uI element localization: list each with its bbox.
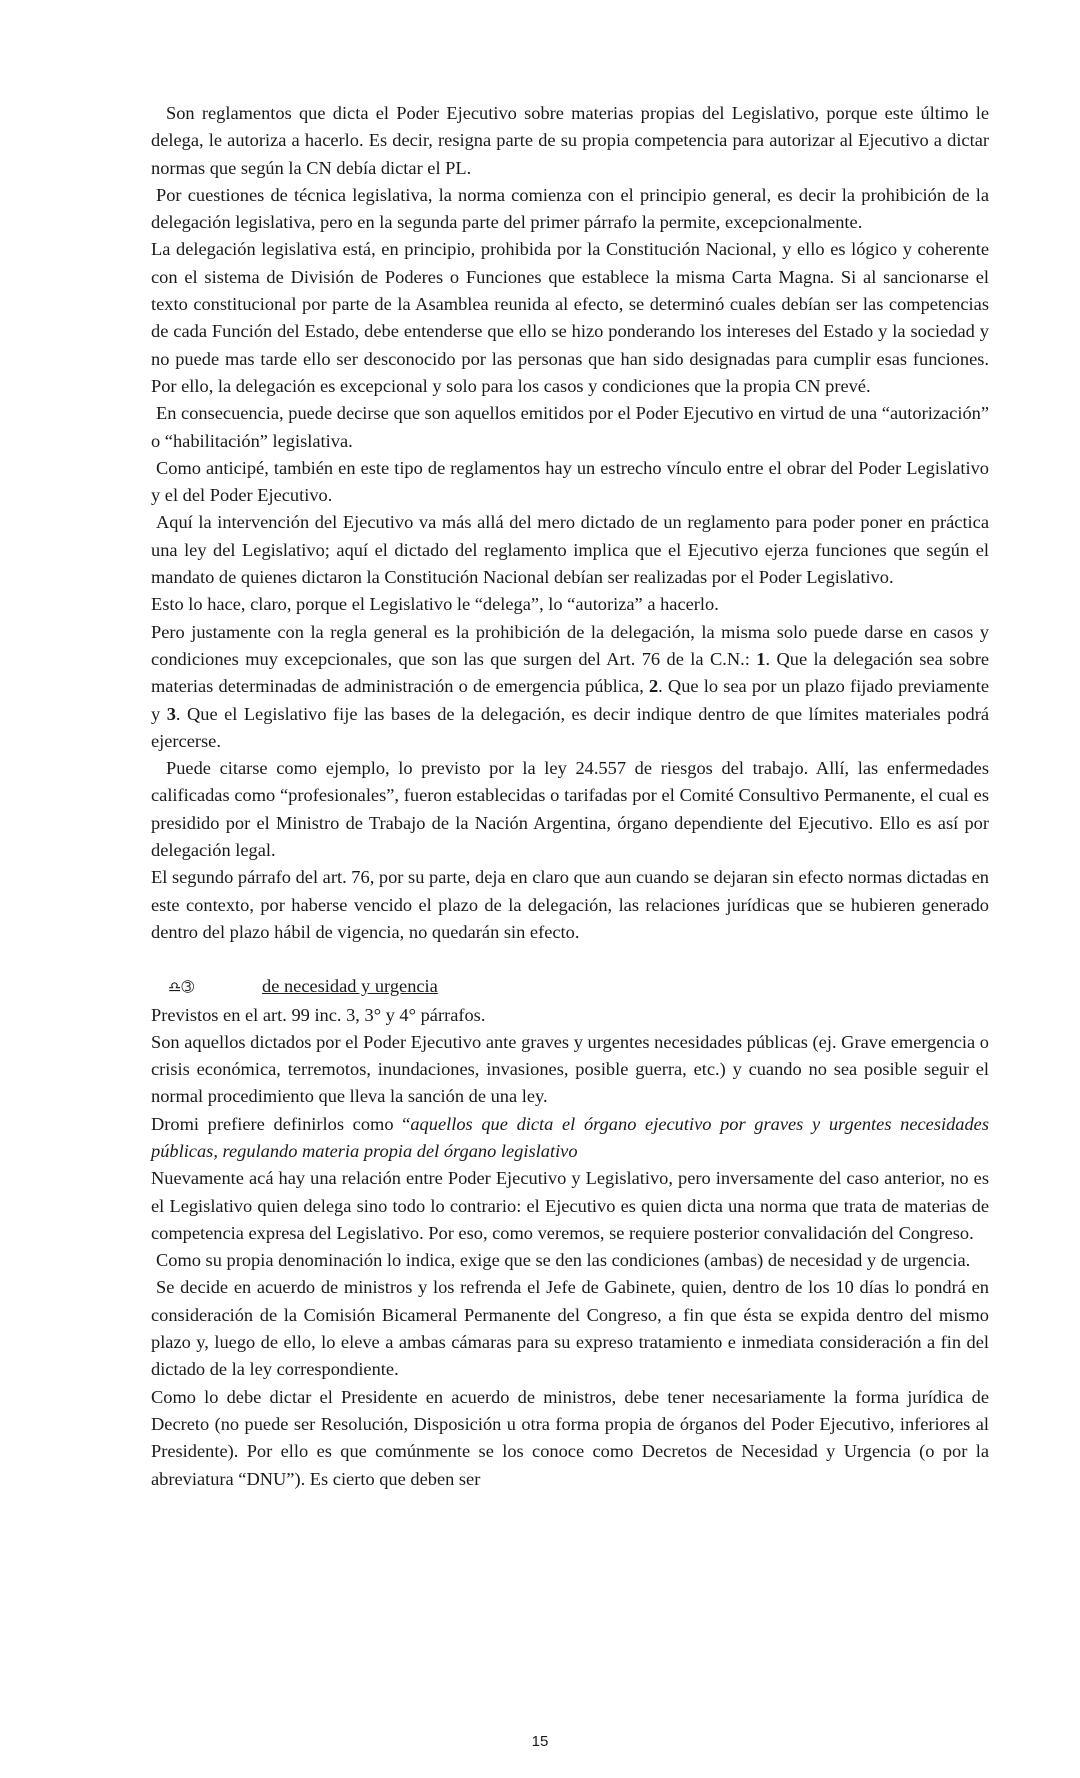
paragraph-quote [151,1111,989,1166]
paragraph: Previstos en el art. 99 inc. 3, 3° y 4° párrafos. [151,1004,486,1025]
spacer [151,946,989,973]
paragraph: Por cuestiones de técnica legislativa, la norma comienza con el principio general, es decir la prohibición de la delegación legislativa, pero en la segunda parte del primer párrafo la permite, excepcionalmente. [151,184,989,233]
condition-number: 1 [756,648,766,669]
paragraph: Puede citarse como ejemplo, lo previsto por la ley 24.557 de riesgos del trabajo. Allí, las enfermedades calificadas como “profesionales”, fueron establecidas o tarifadas por el Comité Consultivo Permanente, el cual es presidido por el Ministro de Trabajo de la Nación Argentina, órgano dependiente del Ejecutivo. Ello es así por delegación legal. [151,758,989,861]
condition-number: 3 [166,703,176,724]
paragraph: La delegación legislativa está, en principio, prohibida por la Constitución Nacional, y ello es lógico y coherente con el sistema de División de Poderes o Funciones que establece la misma Carta Magna. Si al sancionarse el texto constitucional por parte de la Asamblea reunida al efecto, se determinó cuales debían ser las competencias de cada Función del Estado, debe entenderse que ello se hizo ponderando los intereses del Estado y la sociedad y no puede mas tarde ello ser desconocido por las personas que han sido designadas para cumplir esas funciones. Por ello, la delegación es excepcional y solo para los casos y condiciones que la propia CN prevé. [151,239,989,396]
paragraph: Como anticipé, también en este tipo de reglamentos hay un estrecho vínculo entre el obrar del Poder Legislativo y el del Poder Ejecutivo. [151,457,989,506]
paragraph: El segundo párrafo del art. 76, por su parte, deja en claro que aun cuando se dejaran sin efecto normas dictadas en este contexto, por haberse vencido el plazo de la delegación, las relaciones jurídicas que se hubieren generado dentro del plazo hábil de vigencia, no quedarán sin efecto. [151,867,989,942]
condition-text: . Que el Legislativo fije las bases de la delegación, es decir indique dentro de que límites materiales podrá ejercerse. [151,703,989,751]
condition-number: 2 [648,676,659,697]
paragraph-conditions [151,619,989,755]
paragraph: Son aquellos dictados por el Poder Ejecutivo ante graves y urgentes necesidades públicas (ej. Grave emergencia o crisis económica, terremotos, inundaciones, invasiones, posible guerra, etc.) y cuando no sea posible seguir el normal procedimiento que lleva la sanción de una ley. [151,1031,989,1107]
paragraph: Son reglamentos que dicta el Poder Ejecutivo sobre materias propias del Legislativo, porque este último le delega, le autoriza a hacerlo. Es decir, resigna parte de su propia competencia para autorizar al Ejecutivo a dictar normas que según la CN debía dictar el PL. [151,103,989,178]
heading-title: de necesidad y urgencia [262,976,438,997]
paragraph: Se decide en acuerdo de ministros y los refrenda el Jefe de Gabinete, quien, dentro de los 10 días lo pondrá en consideración de la Comisión Bicameral Permanente del Congreso, a fin que ésta se expida dentro del mismo plazo y, luego de ello, lo eleve a ambas cámaras para su expreso tratamiento e inmediata consideración a fin del dictado de la ley correspondiente. [151,1277,989,1380]
page-number: 15 [531,1733,549,1750]
conditions-intro: Pero justamente con la regla general es la prohibición de la delegación, la misma solo puede darse en casos y condiciones muy excepcionales, que son las que surgen del Art. 76 de la C.N.: [151,621,989,669]
condition-text: . Que la delegación sea sobre materias determinadas de administración o de emergencia pública, [151,648,989,697]
paragraph: En consecuencia, puede decirse que son aquellos emitidos por el Poder Ejecutivo en virtud de una “autorización” o “habilitación” legislativa. [151,403,989,451]
paragraph: Esto lo hace, claro, porque el Legislativo le “delega”, lo “autoriza” a hacerlo. [151,594,719,615]
paragraph: Aquí la intervención del Ejecutivo va más allá del mero dictado de un reglamento para poder poner en práctica una ley del Legislativo; aquí el dictado del reglamento implica que el Ejecutivo ejerza funciones que según el mandato de quienes dictaron la Constitución Nacional debían ser realizadas por el Poder Legislativo. [151,512,989,588]
quote-italic: aquellos que dicta el órgano ejecutivo por graves y urgentes necesidades públicas, regulando materia propia del órgano legislativo [151,1113,990,1161]
quote-lead: Dromi prefiere definirlos como “ [151,1113,411,1134]
heading-symbol: ♎➂ [168,978,195,997]
condition-text: . Que lo sea por un plazo fijado previamente y [151,676,989,724]
document-body [151,100,989,1493]
paragraph: Nuevamente acá hay una relación entre Poder Ejecutivo y Legislativo, pero inversamente del caso anterior, no es el Legislativo quien delega sino todo lo contrario: el Ejecutivo es quien dicta una norma que trata de materias de competencia expresa del Legislativo. Por eso, como veremos, se requiere posterior convalidación del Congreso. [151,1168,989,1243]
paragraph: Como lo debe dictar el Presidente en acuerdo de ministros, debe tener necesariamente la forma jurídica de Decreto (no puede ser Resolución, Disposición u otra forma propia de órganos del Poder Ejecutivo, inferiores al Presidente). Por ello es que comúnmente se los conoce como Decretos de Necesidad y Urgencia (o por la abreviatura “DNU”). Es cierto que deben ser [151,1386,989,1489]
paragraph: Como su propia denominación lo indica, exige que se den las condiciones (ambas) de necesidad y de urgencia. [156,1250,971,1271]
section-heading [151,973,989,1001]
